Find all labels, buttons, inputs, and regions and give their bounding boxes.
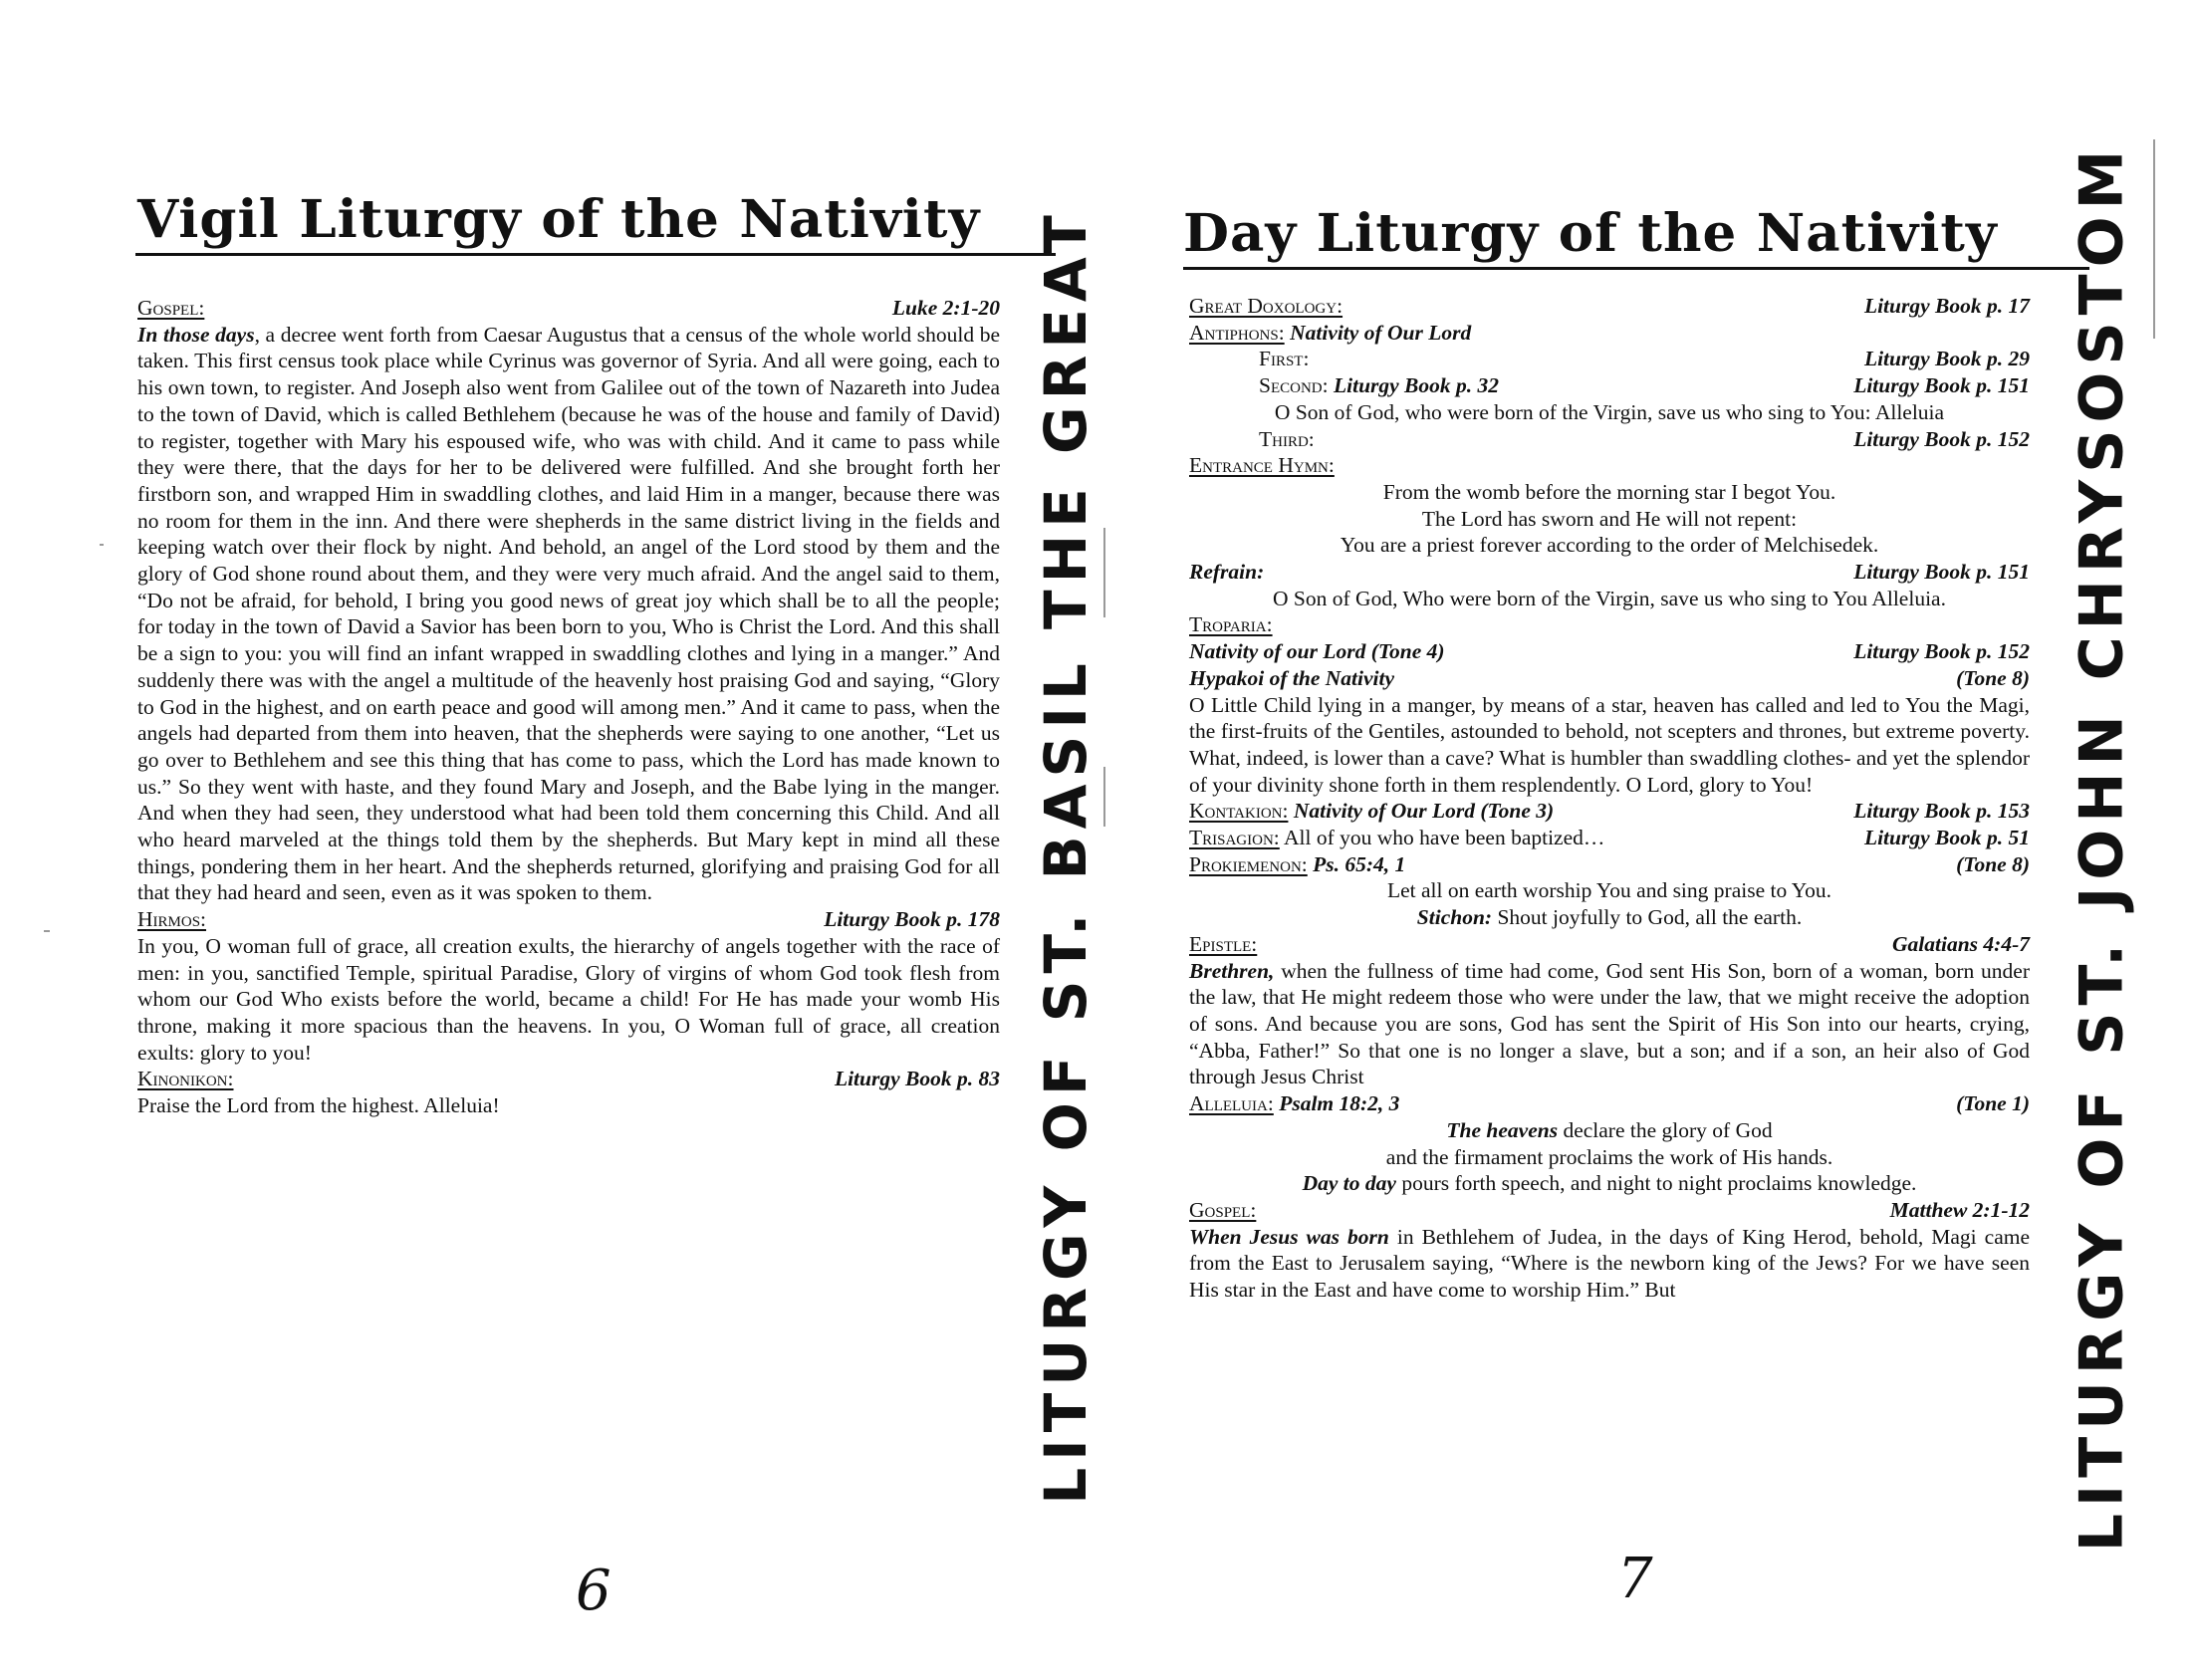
epistle-reference: Galatians 4:4-7 xyxy=(1892,931,2030,956)
alleluia-verse-1-text: declare the glory of God xyxy=(1563,1117,1773,1142)
alleluia-verse-3-text: pours forth speech, and night to night proclaims knowledge. xyxy=(1401,1171,1917,1196)
refrain-text: O Son of God, Who were born of the Virgin, save us who sing to You Alleluia. xyxy=(1273,586,1946,610)
epistle-lead: Brethren, xyxy=(1189,958,1275,983)
kinonikon-label: Kinonikon: xyxy=(137,1067,234,1091)
trisagion-reference: Liturgy Book p. 51 xyxy=(1863,826,2030,850)
refrain-label: Refrain: xyxy=(1189,560,1265,585)
second-antiphon-left xyxy=(1259,372,1499,399)
troparia-row xyxy=(1189,611,2030,638)
hirmos-header xyxy=(137,906,1000,933)
kontakion-reference: Liturgy Book p. 153 xyxy=(1853,799,2030,824)
prokiemenon-subtitle: Ps. 65:4, 1 xyxy=(1313,851,1406,876)
gospel-text xyxy=(1189,1224,2030,1304)
third-antiphon-row xyxy=(1189,426,2030,453)
entrance-hymn-line: From the womb before the morning star I begot You. xyxy=(1382,479,1836,504)
kontakion-row xyxy=(1189,798,2030,825)
kinonikon-text: Praise the Lord from the highest. Alleluia! xyxy=(137,1093,500,1118)
great-doxology-row xyxy=(1189,293,2030,320)
kontakion-left xyxy=(1189,798,1554,825)
gospel-lead: In those days xyxy=(137,322,255,347)
troparion-2-reference: (Tone 8) xyxy=(1956,665,2030,690)
stichon-text: Shout joyfully to God, all the earth. xyxy=(1497,905,1803,930)
stichon-label: Stichon: xyxy=(1416,905,1493,930)
first-antiphon-row xyxy=(1189,346,2030,372)
great-doxology-reference: Liturgy Book p. 17 xyxy=(1863,294,2030,318)
alleluia-verse-3 xyxy=(1189,1170,2030,1197)
alleluia-verse-1 xyxy=(1189,1117,2030,1144)
antiphon-refrain: O Son of God, who were born of the Virgin, save us who sing to You: Alleluia xyxy=(1274,399,1945,424)
st-basil-side-title: LITURGY OF ST. BASIL THE GREAT xyxy=(1032,208,1100,1505)
gospel-reference: Luke 2:1-20 xyxy=(891,296,1000,320)
refrain-reference: Liturgy Book p. 151 xyxy=(1853,560,2030,585)
antiphons-row xyxy=(1189,320,2030,347)
troparion-2-title: Hypakoi of the Nativity xyxy=(1189,665,1395,690)
refrain-row xyxy=(1189,559,2030,586)
first-antiphon-reference: Liturgy Book p. 29 xyxy=(1863,347,2030,371)
gospel-reference: Matthew 2:1-12 xyxy=(1889,1197,2030,1222)
title-rule xyxy=(1183,267,2089,270)
second-antiphon-reference: Liturgy Book p. 32 xyxy=(1333,373,1500,398)
hirmos-reference: Liturgy Book p. 178 xyxy=(824,907,1000,932)
prokiemenon-reference: (Tone 8) xyxy=(1956,851,2030,876)
page-number: 6 xyxy=(576,1559,611,1623)
kontakion-label: Kontakion: xyxy=(1189,799,1289,824)
trisagion-left xyxy=(1189,825,1604,851)
st-john-side-title-wrap xyxy=(2056,142,2147,1553)
hypakoi-text: O Little Child lying in a manger, by means of a star, heaven has called and led to You the Magi, the first-fruits of the Gentiles, astounded to behold, not scepters and thrones, but extreme poverty. What, indeed, is lower than a cave? What is humbler than swaddling clothes- and yet the splendor of your divinity shone forth in them resplendently. O Lord, glory to You! xyxy=(1189,692,2030,797)
alleluia-verse-2: and the firmament proclaims the work of His hands. xyxy=(1385,1144,1833,1169)
alleluia-label: Alleluia: xyxy=(1189,1091,1274,1116)
third-antiphon-reference: Liturgy Book p. 152 xyxy=(1853,426,2030,451)
hirmos-label: Hirmos: xyxy=(137,907,207,932)
epistle-label: Epistle: xyxy=(1189,931,1258,956)
vigil-liturgy-title: Vigil Liturgy of the Nativity xyxy=(137,189,981,250)
troparion-1-reference: Liturgy Book p. 152 xyxy=(1853,639,2030,664)
second-antiphon-reference-2: Liturgy Book p. 151 xyxy=(1853,373,2030,398)
scan-speck xyxy=(100,544,104,546)
alleluia-reference: (Tone 1) xyxy=(1956,1091,2030,1116)
alleluia-subtitle: Psalm 18:2, 3 xyxy=(1279,1091,1400,1116)
first-antiphon-label: First: xyxy=(1259,347,1310,371)
alleluia-verse-3-lead: Day to day xyxy=(1302,1171,1396,1196)
stichon-line xyxy=(1189,904,2030,931)
antiphons-subtitle: Nativity of Our Lord xyxy=(1290,320,1472,345)
gospel-header xyxy=(137,295,1000,322)
trisagion-row xyxy=(1189,825,2030,851)
trisagion-text: All of you who have been baptized… xyxy=(1283,826,1605,850)
title-rule xyxy=(135,253,1056,256)
st-basil-side-title-wrap xyxy=(1026,208,1105,1505)
gospel-body: in Bethlehem of Judea, in the days of King Herod, behold, Magi came from the East to Jerusalem saying, “Where is the newborn king of the Jews? For we have seen His star in the East and have come to worship Him.” But xyxy=(1189,1224,2031,1303)
alleluia-left xyxy=(1189,1090,1399,1117)
gospel-label: Gospel: xyxy=(137,296,205,320)
scan-speck xyxy=(44,930,50,932)
trisagion-label: Trisagion: xyxy=(1189,826,1280,850)
gospel-header xyxy=(1189,1197,2030,1224)
prokiemenon-label: Prokiemenon: xyxy=(1189,851,1308,876)
troparion-1-title: Nativity of our Lord (Tone 4) xyxy=(1189,639,1445,664)
kinonikon-reference: Liturgy Book p. 83 xyxy=(834,1067,1000,1091)
second-antiphon-label: Second: xyxy=(1259,373,1329,398)
entrance-hymn-line: The Lord has sworn and He will not repent: xyxy=(1421,506,1798,531)
hirmos-text: In you, O woman full of grace, all creation exults, the hierarchy of angels together with the race of men: in you, sanctified Temple, spiritual Paradise, Glory of virgins of whom God took flesh from whom our God Who exists before the world, became a child! For He has made your womb His throne, making it more spacious than the heavens. In you, O Woman full of grace, all creation exults: glory to you! xyxy=(137,933,1000,1065)
troparion-2-row xyxy=(1189,665,2030,692)
page-number: 7 xyxy=(1617,1547,1653,1611)
gospel-text xyxy=(137,322,1000,906)
antiphons-label: Antiphons: xyxy=(1189,320,1285,345)
prokiemenon-left xyxy=(1189,851,1405,878)
alleluia-verse-1-lead: The heavens xyxy=(1446,1117,1559,1142)
gospel-body: , a decree went forth from Caesar Augustus that a census of the whole world should be taken. This first census took place while Cyrinus was governor of Syria. And all were going, each to his own town, to register. And Joseph also went from Galilee out of the town of Nazareth into Judea to the town of David, which is called Bethlehem (because he was of the house and family of David) to register, together with Mary his espoused wife, who was with child. And it came to pass while they were there, that the days for her to be delivered were fulfilled. And she brought forth her firstborn son, and wrapped Him in swaddling clothes, and laid Him in a manger, because there was no room for them in the inn. And there were shepherds in the same district living in the fields and keeping watch over their flock by night. And behold, an angel of the Lord stood by them and the glory of God shone round about them, and they were very much afraid. And the angel said to them, “Do not be afraid, for behold, I bring you good news of great joy which shall be to all the people; for today in the town of David a Savior has been born to you, Who is Christ the Lord. And this shall be a sign to you: you will find an infant wrapped in swaddling clothes and lying in a manger.” And suddenly there was with the angel a multitude of the heavenly host praising God and saying, “Glory to God in the highest, and on earth peace and good will among men.” And it came to pass, when the angels had departed from them into heaven, that the shepherds were saying to one another, “Let us go over to Bethlehem and see this thing that has come to pass, which the Lord has made known to us.” So they went with haste, and they found Mary and Joseph, and the Babe lying in the manger. And when they had seen, they understood what had been told them concerning this Child. And all who heard marveled at the things told them by the shepherds. But Mary kept in mind all these things, pondering them in her heart. And the shepherds returned, glorifying and praising God for all that they had heard and seen, even as it was spoken to them. xyxy=(137,322,1000,905)
second-antiphon-row xyxy=(1189,372,2030,399)
gospel-lead: When Jesus was born xyxy=(1189,1224,1389,1249)
kinonikon-header xyxy=(137,1066,1000,1092)
entrance-hymn-label: Entrance Hymn: xyxy=(1189,453,1335,478)
troparia-label: Troparia: xyxy=(1189,612,1273,637)
third-antiphon-label: Third: xyxy=(1259,426,1315,451)
alleluia-row xyxy=(1189,1090,2030,1117)
epistle-text xyxy=(1189,958,2030,1091)
troparion-1-row xyxy=(1189,638,2030,665)
day-liturgy-title: Day Liturgy of the Nativity xyxy=(1183,203,1998,264)
scan-line xyxy=(2153,139,2155,339)
vigil-readings-column xyxy=(137,295,1000,1119)
kontakion-subtitle: Nativity of Our Lord (Tone 3) xyxy=(1293,799,1555,824)
prokiemenon-row xyxy=(1189,851,2030,878)
great-doxology-label: Great Doxology: xyxy=(1189,294,1343,318)
entrance-hymn-line: You are a priest forever according to the order of Melchisedek. xyxy=(1340,533,1879,558)
entrance-hymn-row xyxy=(1189,452,2030,479)
st-john-chrysostom-side-title: LITURGY OF ST. JOHN CHRYSOSTOM xyxy=(2067,142,2137,1553)
prokiemenon-verse: Let all on earth worship You and sing praise to You. xyxy=(1386,878,1832,903)
epistle-body: when the fullness of time had come, God sent His Son, born of a woman, born under the law, that He might redeem those who were under the law, that we might receive the adoption of sons. And because you are sons, God has sent the Spirit of His Son into our hearts, crying, “Abba, Father!” So that one is no longer a slave, but a son; and if a son, an heir also of God through Jesus Christ xyxy=(1189,958,2030,1089)
day-readings-column xyxy=(1189,293,2030,1304)
gospel-label: Gospel: xyxy=(1189,1197,1257,1222)
right-page xyxy=(1098,0,2195,1680)
epistle-header xyxy=(1189,931,2030,958)
